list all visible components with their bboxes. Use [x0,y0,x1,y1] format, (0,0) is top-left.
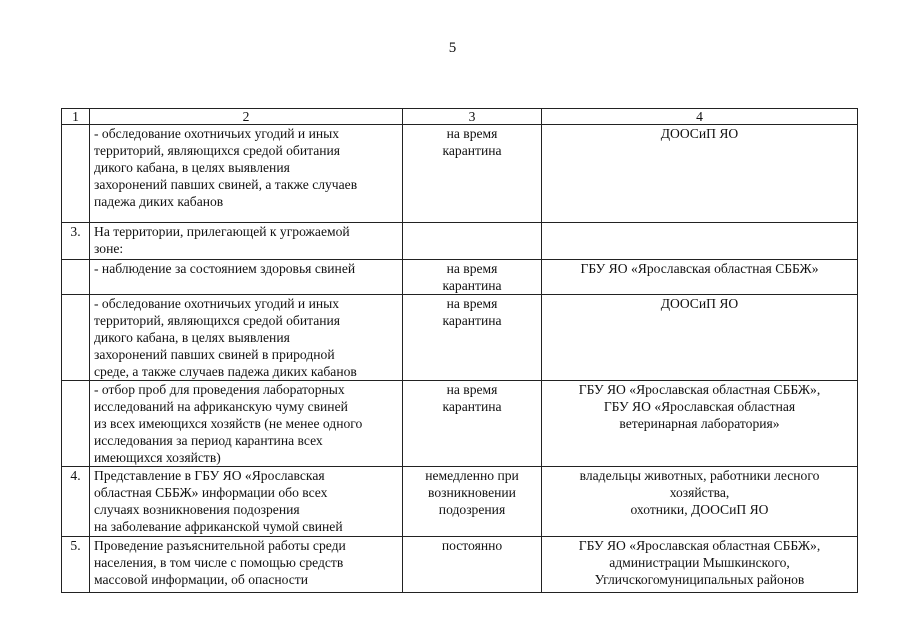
measure-cell-line: захоронений павших свиней в природной [94,347,335,362]
measure-cell [90,381,403,467]
page-number: 5 [448,40,457,56]
period-cell [403,125,542,223]
executor-cell-line: ГБУ ЯО «Ярославская областная СББЖ», [578,538,821,553]
executor-cell-line: ГБУ ЯО «Ярославская областная СББЖ» [580,261,819,276]
measure-cell-line: случаях возникновения подозрения [94,502,300,517]
period-cell [403,381,542,467]
measure-cell-line: дикого кабана, в целях выявления [94,330,290,345]
measure-cell-line: имеющихся хозяйств) [94,450,221,465]
executor-cell [542,260,858,295]
measure-cell-line: захоронений павших свиней, а также случаев [94,177,358,192]
executor-cell-line: Угличскогомуниципальных районов [594,572,805,587]
period-cell-line: карантина [442,143,502,158]
measure-cell-line: дикого кабана, в целях выявления [94,160,290,175]
table-header-row [62,109,858,125]
measure-cell [90,260,403,295]
period-cell-line: возникновении [428,485,516,500]
measure-cell-line: из всех имеющихся хозяйств (не менее одного [94,416,363,431]
measure-cell [90,223,403,260]
period-cell-line: карантина [442,399,502,414]
header-col-3: 3 [403,109,542,125]
executor-cell [542,537,858,593]
period-cell [403,467,542,537]
measure-cell-line: массовой информации, об опасности [94,572,309,587]
measure-cell-line: среде, а также случаев падежа диких кабанов [94,364,357,379]
measure-cell-line: падежа диких кабанов [94,194,224,209]
table-row [62,537,858,593]
header-col-2: 2 [90,109,403,125]
period-cell-line: немедленно при [425,468,519,483]
measure-cell-line: зоне: [94,241,124,256]
executor-cell [542,223,858,260]
measure-cell-line: - наблюдение за состоянием здоровья свиней [94,261,356,276]
executor-cell-line: ветеринарная лаборатория» [619,416,780,431]
executor-cell-line: хозяйства, [669,485,730,500]
header-col-1: 1 [62,109,90,125]
table-row [62,223,858,260]
measure-cell [90,467,403,537]
measure-cell-line: Проведение разъяснительной работы среди [94,538,346,553]
measure-cell-line: Представление в ГБУ ЯО «Ярославская [94,468,325,483]
row-number [62,260,90,295]
period-cell-line: постоянно [441,538,503,553]
period-cell-line: на время [446,126,498,141]
measures-table [61,108,858,593]
period-cell-line: на время [446,382,498,397]
executor-cell-line: ГБУ ЯО «Ярославская областная СББЖ», [578,382,821,397]
executor-cell-line: администрации Мышкинского, [609,555,790,570]
measure-cell-line: на заболевание африканской чумой свиней [94,519,343,534]
executor-cell [542,381,858,467]
measure-cell-line: - отбор проб для проведения лабораторных [94,382,345,397]
period-cell-line: карантина [442,313,502,328]
period-cell-line: карантина [442,278,502,293]
measure-cell-line: населения, в том числе с помощью средств [94,555,344,570]
measure-cell-line: - обследование охотничьих угодий и иных [94,126,340,141]
table-row [62,125,858,223]
row-number: 4. [62,467,90,537]
period-cell-line: на время [446,296,498,311]
measure-cell-line: территорий, являющихся средой обитания [94,313,341,328]
period-cell [403,295,542,381]
measure-cell-line: исследований на африканскую чуму свиней [94,399,348,414]
period-cell [403,260,542,295]
period-cell [403,223,542,260]
table-row [62,381,858,467]
measure-cell-line: - обследование охотничьих угодий и иных [94,296,340,311]
measure-cell-line: территорий, являющихся средой обитания [94,143,341,158]
table-row [62,467,858,537]
executor-cell-line: ДООСиП ЯО [660,296,739,311]
executor-cell [542,295,858,381]
executor-cell-line: ДООСиП ЯО [660,126,739,141]
row-number [62,125,90,223]
measure-cell [90,125,403,223]
table-row [62,260,858,295]
row-number [62,295,90,381]
executor-cell [542,125,858,223]
executor-cell-line: владельцы животных, работники лесного [579,468,820,483]
measure-cell-line: исследования за период карантина всех [94,433,323,448]
measure-cell-line: На территории, прилегающей к угрожаемой [94,224,350,239]
measure-cell [90,295,403,381]
measure-cell-line: областная СББЖ» информации обо всех [94,485,328,500]
executor-cell [542,467,858,537]
period-cell [403,537,542,593]
row-number: 5. [62,537,90,593]
header-col-4: 4 [542,109,858,125]
period-cell-line: на время [446,261,498,276]
row-number [62,381,90,467]
table-row [62,295,858,381]
row-number: 3. [62,223,90,260]
period-cell-line: подозрения [438,502,506,517]
measure-cell [90,537,403,593]
executor-cell-line: охотники, ДООСиП ЯО [630,502,769,517]
executor-cell-line: ГБУ ЯО «Ярославская областная [603,399,796,414]
